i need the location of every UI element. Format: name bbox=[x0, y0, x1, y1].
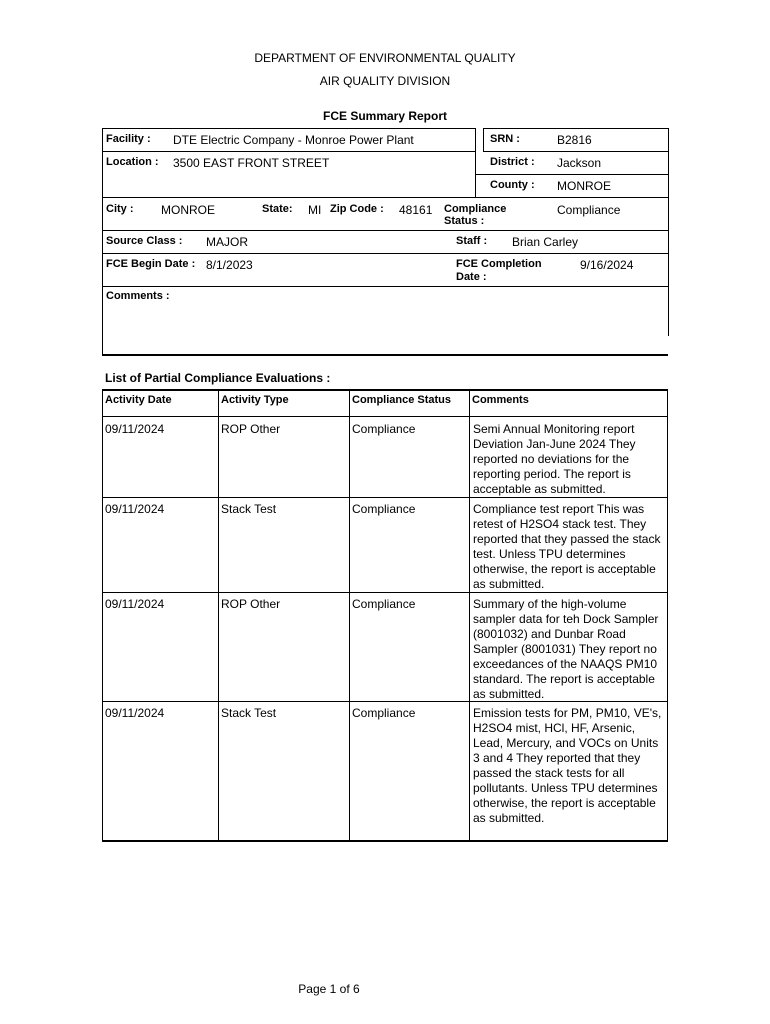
row-type: ROP Other bbox=[221, 597, 281, 611]
county-label: County : bbox=[490, 179, 535, 191]
fce-completion-label-2: Date : bbox=[456, 271, 487, 283]
report-title: FCE Summary Report bbox=[322, 109, 448, 123]
location-value: 3500 EAST FRONT STREET bbox=[173, 156, 330, 170]
srn-label: SRN : bbox=[490, 133, 520, 145]
fce-begin-label: FCE Begin Date : bbox=[106, 258, 196, 270]
column-header-activity-type: Activity Type bbox=[221, 394, 289, 406]
department-title: DEPARTMENT OF ENVIRONMENTAL QUALITY bbox=[254, 51, 516, 65]
row-type: Stack Test bbox=[221, 706, 277, 720]
compliance-status-label: Compliance bbox=[444, 203, 507, 215]
state-label: State: bbox=[262, 203, 293, 215]
compliance-status-value: Compliance bbox=[557, 203, 621, 217]
facility-value: DTE Electric Company - Monroe Power Plant bbox=[173, 133, 414, 147]
fce-completion-value: 9/16/2024 bbox=[580, 258, 634, 272]
state-value: MI bbox=[308, 203, 322, 217]
row-date: 09/11/2024 bbox=[105, 706, 165, 720]
row-status: Compliance bbox=[352, 422, 416, 436]
fce-begin-value: 8/1/2023 bbox=[206, 258, 253, 272]
staff-value: Brian Carley bbox=[512, 235, 579, 249]
source-class-label: Source Class : bbox=[106, 235, 183, 247]
row-type: ROP Other bbox=[221, 422, 281, 436]
row-type: Stack Test bbox=[221, 502, 277, 516]
comments-label: Comments : bbox=[106, 290, 170, 302]
zip-label: Zip Code : bbox=[330, 203, 384, 215]
column-header-comments: Comments bbox=[472, 394, 529, 406]
srn-value: B2816 bbox=[557, 133, 592, 147]
row-date: 09/11/2024 bbox=[105, 502, 165, 516]
fce-completion-label: FCE Completion bbox=[456, 258, 542, 270]
column-header-activity-date: Activity Date bbox=[105, 394, 172, 406]
source-class-value: MAJOR bbox=[206, 235, 248, 249]
district-value: Jackson bbox=[557, 156, 602, 170]
row-date: 09/11/2024 bbox=[105, 422, 165, 436]
row-comments: Emission tests for PM, PM10, VE's, H2SO4 mist, HCl, HF, Arsenic, Lead, Mercury, and VOCs on Units 3 and 4 They reported that they passed the stack tests for all pollutants. Unless TPU determines otherwise, the report is acceptable as submitted. bbox=[473, 706, 662, 825]
page-number: Page 1 of 6 bbox=[298, 982, 360, 996]
row-comments: Summary of the high-volume sampler data for teh Dock Sampler (8001032) and Dunbar Road Sampler (8001031) They report no exceedances of the NAAQS PM10 standard. The report is acceptable as submitted. bbox=[473, 597, 659, 701]
compliance-status-label-2: Status : bbox=[444, 215, 485, 227]
staff-label: Staff : bbox=[456, 235, 488, 247]
zip-value: 48161 bbox=[399, 203, 433, 217]
district-label: District : bbox=[490, 156, 535, 168]
row-status: Compliance bbox=[352, 597, 416, 611]
pce-section-title: List of Partial Compliance Evaluations : bbox=[105, 371, 331, 385]
division-title: AIR QUALITY DIVISION bbox=[319, 74, 451, 88]
row-comments: Semi Annual Monitoring report Deviation Jan-June 2024 They reported no deviations for the reporting period. The report is acceptable as submitted. bbox=[473, 422, 636, 496]
row-status: Compliance bbox=[352, 706, 416, 720]
facility-label: Facility : bbox=[106, 133, 151, 145]
location-label: Location : bbox=[106, 156, 159, 168]
county-value: MONROE bbox=[557, 179, 611, 193]
column-header-compliance-status: Compliance Status bbox=[352, 394, 452, 406]
city-label: City : bbox=[106, 203, 134, 215]
city-value: MONROE bbox=[161, 203, 215, 217]
row-comments: Compliance test report This was retest of H2SO4 stack test. They reported that they passed the stack test. Unless TPU determines otherwise, the report is acceptable as submitted. bbox=[473, 502, 661, 591]
row-status: Compliance bbox=[352, 502, 416, 516]
row-date: 09/11/2024 bbox=[105, 597, 165, 611]
